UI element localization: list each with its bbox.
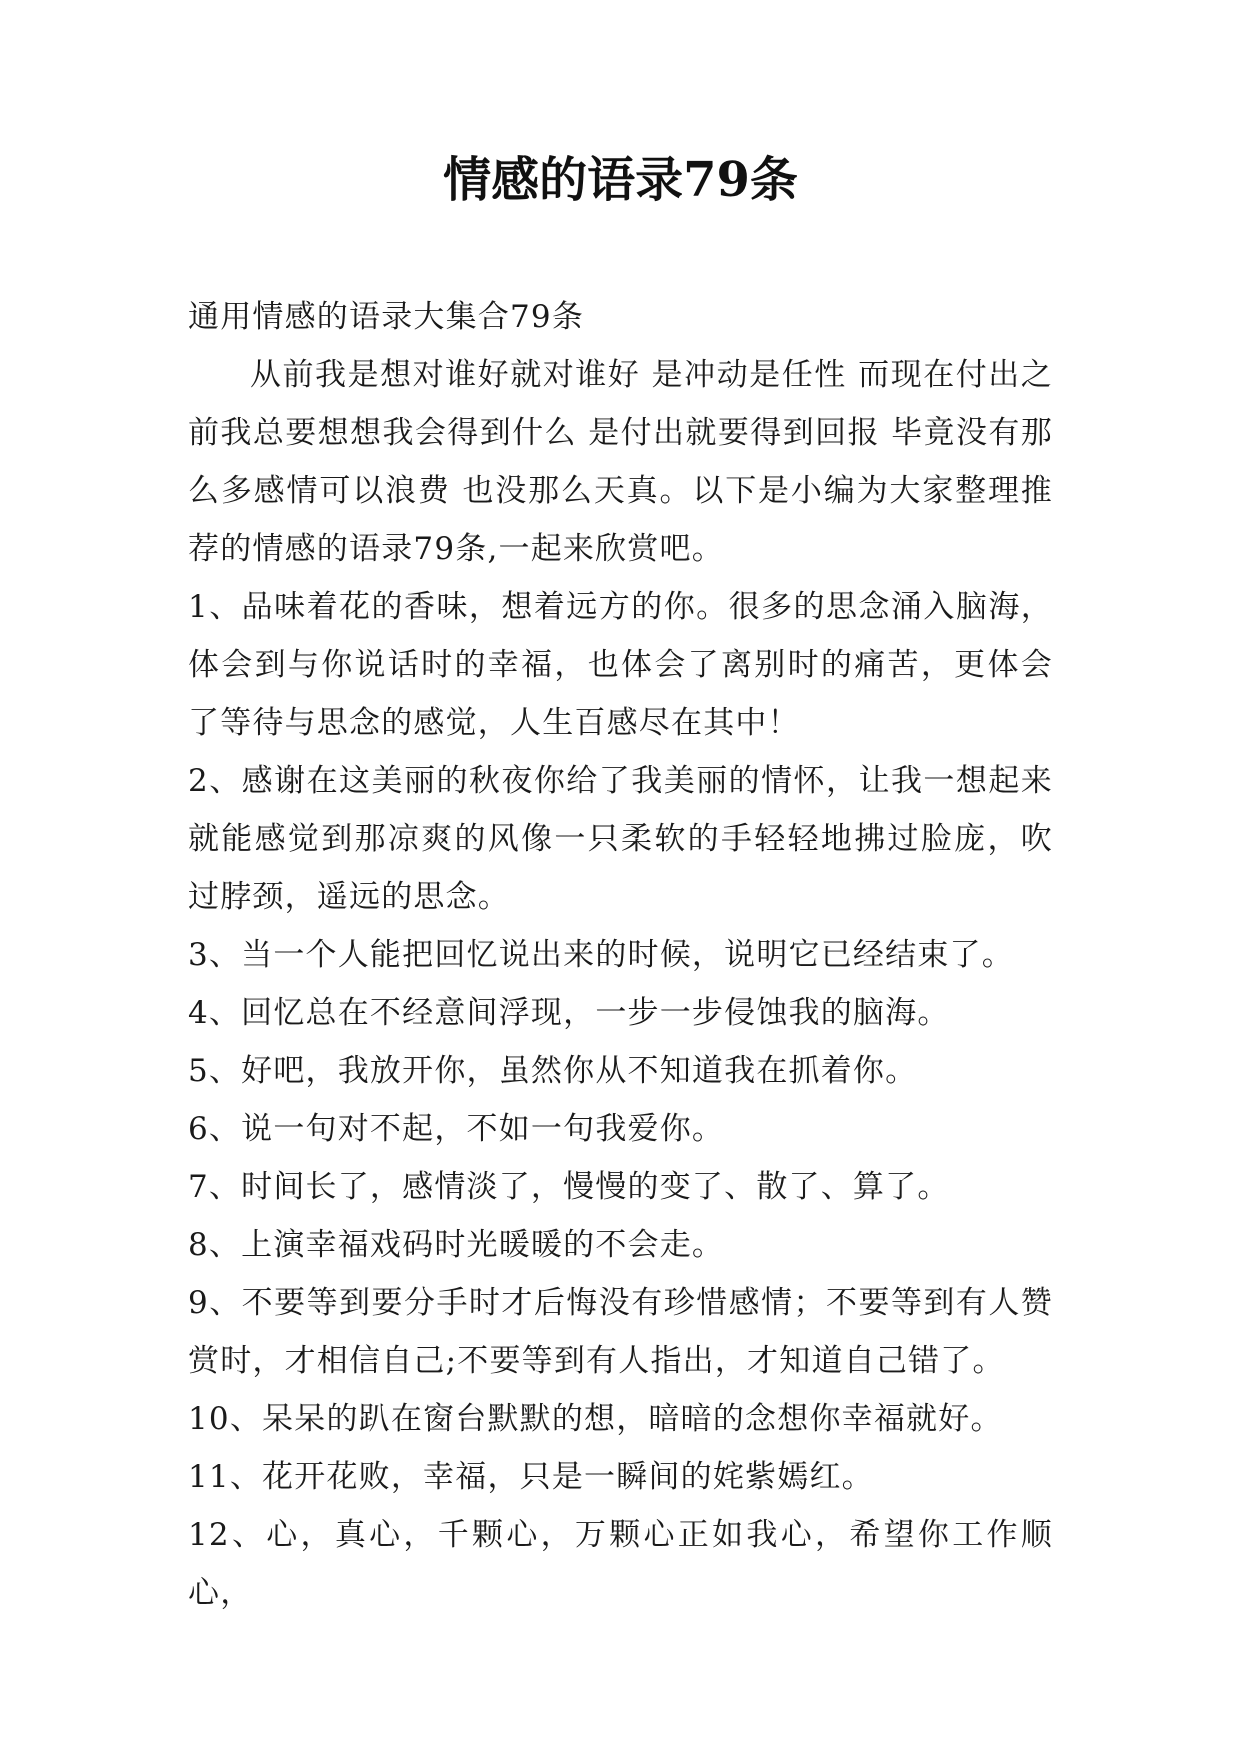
list-item: 6、说一句对不起，不如一句我爱你。: [188, 1111, 725, 1147]
list-item: 8、上演幸福戏码时光暖暖的不会走。: [188, 1227, 725, 1263]
list-item: 7、时间长了，感情淡了，慢慢的变了、散了、算了。: [188, 1169, 950, 1205]
list-item: 9、不要等到要分手时才后悔没有珍惜感情；不要等到有人赞赏时，才相信自己;不要等到有人指出，才知道自己错了。: [188, 1285, 1053, 1379]
list-item: 11、花开花败，幸福，只是一瞬间的姹紫嫣红。: [188, 1459, 874, 1495]
document-body: [188, 288, 1053, 1622]
intro-paragraph: 从前我是想对谁好就对谁好 是冲动是任性 而现在付出之前我总要想想我会得到什么 是付出就要得到回报 毕竟没有那么多感情可以浪费 也没那么天真。以下是小编为大家整理推荐的情感的语录79条,一起来欣赏吧。: [188, 357, 1053, 567]
document-subtitle: 通用情感的语录大集合79条: [188, 299, 585, 335]
list-item: 10、呆呆的趴在窗台默默的想，暗暗的念想你幸福就好。: [188, 1401, 1003, 1437]
document-title: 情感的语录79条: [443, 152, 798, 208]
list-item: 4、回忆总在不经意间浮现，一步一步侵蚀我的脑海。: [188, 995, 950, 1031]
list-item: 12、心，真心，千颗心，万颗心正如我心，希望你工作顺心，: [188, 1517, 1053, 1611]
list-item: 5、好吧，我放开你，虽然你从不知道我在抓着你。: [188, 1053, 918, 1089]
list-item: 1、品味着花的香味，想着远方的你。很多的思念涌入脑海，体会到与你说话时的幸福，也体会了离别时的痛苦，更体会了等待与思念的感觉，人生百感尽在其中！: [188, 589, 1053, 741]
list-item: 3、当一个人能把回忆说出来的时候，说明它已经结束了。: [188, 937, 1014, 973]
list-item: 2、感谢在这美丽的秋夜你给了我美丽的情怀，让我一想起来就能感觉到那凉爽的风像一只柔软的手轻轻地拂过脸庞，吹过脖颈，遥远的思念。: [188, 763, 1053, 915]
